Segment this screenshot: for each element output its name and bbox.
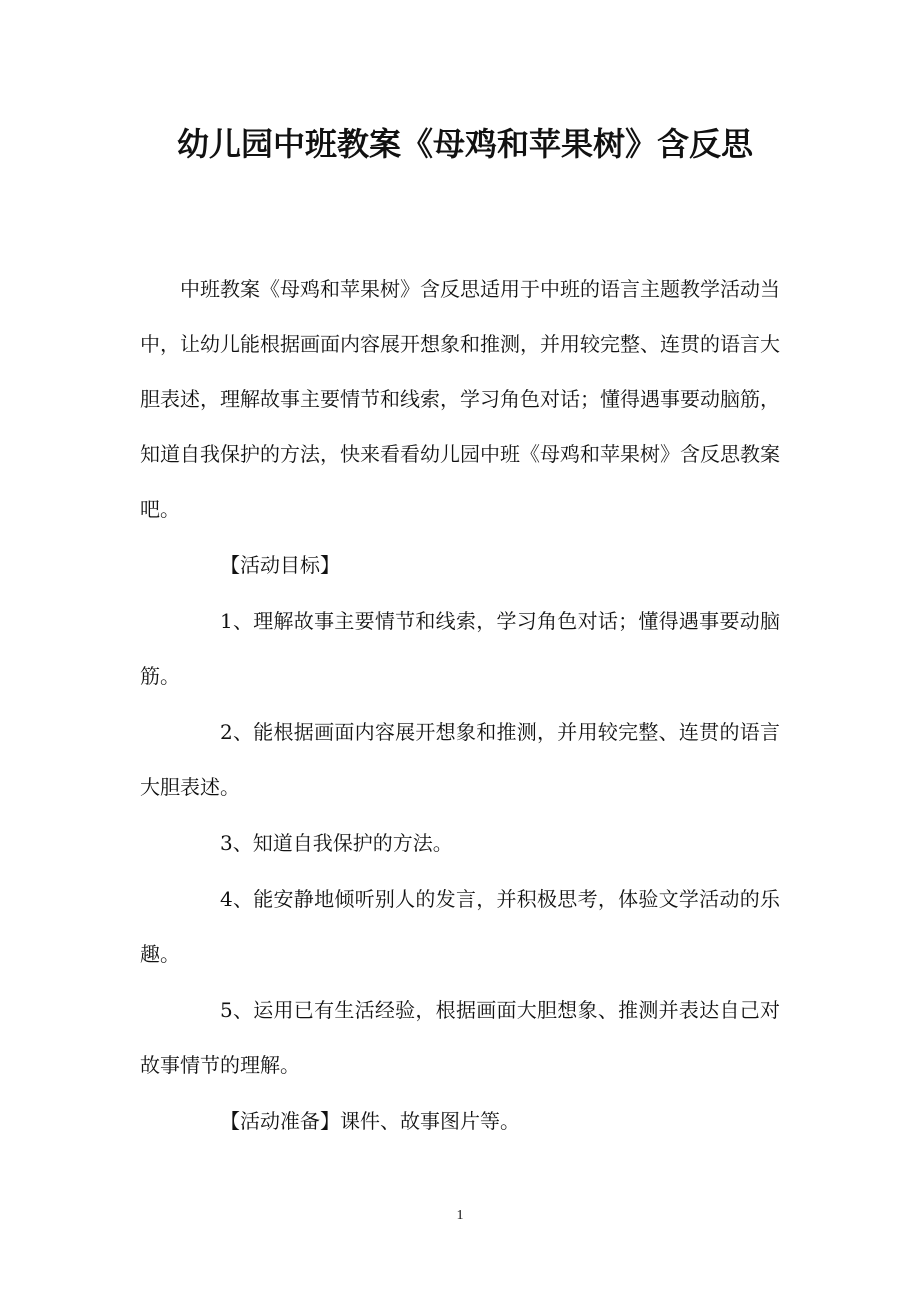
intro-paragraph: 中班教案《母鸡和苹果树》含反思适用于中班的语言主题教学活动当中，让幼儿能根据画面内容展开想象和推测，并用较完整、连贯的语言大胆表述，理解故事主要情节和线索，学习角色对话；懂得遇事要动脑筋，知道自我保护的方法，快来看看幼儿园中班《母鸡和苹果树》含反思教案吧。 xyxy=(140,277,780,521)
section-activity-preparation: 【活动准备】课件、故事图片等。 xyxy=(220,1109,520,1133)
goal-item-4: 4、能安静地倾听别人的发言，并积极思考，体验文学活动的乐趣。 xyxy=(140,887,780,966)
goal-item-1: 1、理解故事主要情节和线索，学习角色对话；懂得遇事要动脑筋。 xyxy=(140,609,780,688)
goal-item-5: 5、运用已有生活经验，根据画面大胆想象、推测并表达自己对故事情节的理解。 xyxy=(140,998,780,1077)
goal-item-2: 2、能根据画面内容展开想象和推测，并用较完整、连贯的语言大胆表述。 xyxy=(140,720,780,799)
goal-item-3: 3、知道自我保护的方法。 xyxy=(220,831,453,855)
document-title: 幼儿园中班教案《母鸡和苹果树》含反思 xyxy=(176,125,753,163)
document-body xyxy=(140,262,780,1150)
section-heading-activity-goals: 【活动目标】 xyxy=(220,553,340,577)
page-number: 1 xyxy=(456,1208,464,1223)
